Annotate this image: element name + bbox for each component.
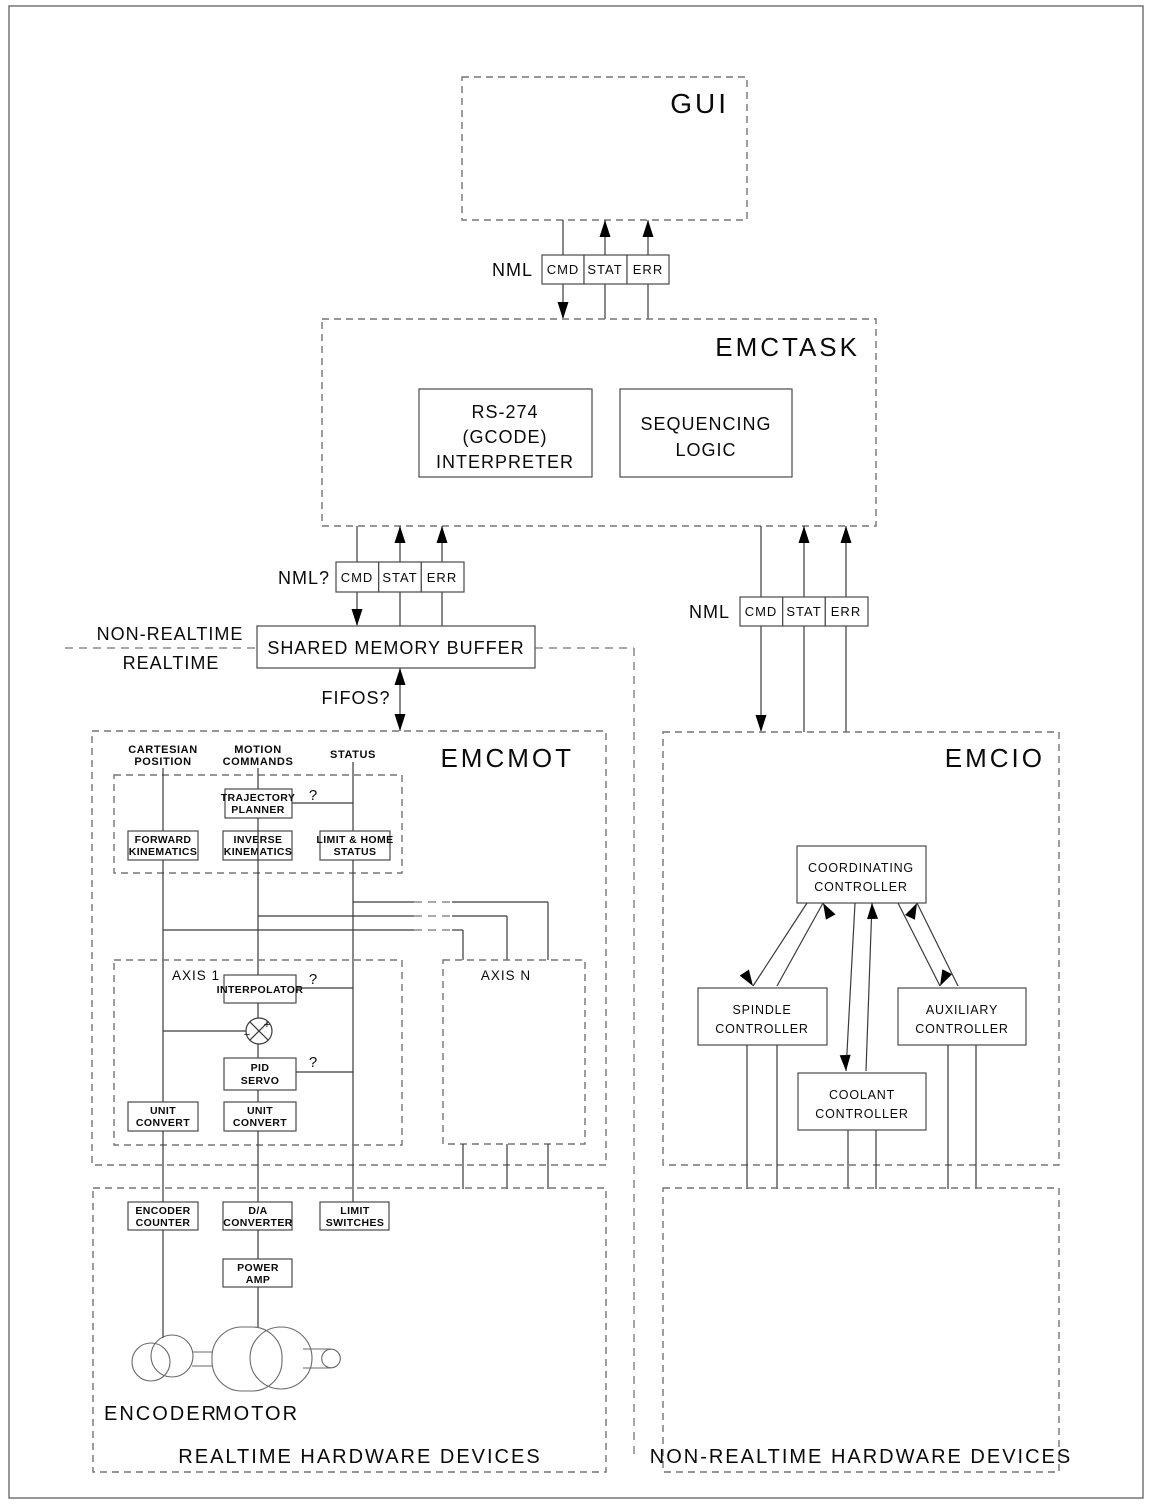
nml-left-err: ERR	[426, 570, 458, 585]
unit-convert-line1: UNIT	[246, 1105, 274, 1117]
realtime-hardware-caption: REALTIME HARDWARE DEVICES	[178, 1446, 542, 1468]
gcode-interpreter-line2: (GCODE)	[462, 427, 548, 447]
inverse-kinematics-line2: KINEMATICS	[223, 846, 293, 858]
auxiliary-controller-line2: CONTROLLER	[915, 1022, 1009, 1036]
nml-top-err: ERR	[632, 262, 664, 277]
gui-title: GUI	[670, 88, 729, 119]
shared-memory-buffer-label: SHARED MEMORY BUFFER	[267, 638, 525, 658]
fifos-label: FIFOS?	[321, 688, 391, 708]
question-mark: ?	[308, 1054, 318, 1071]
auxiliary-controller-line1: AUXILIARY	[925, 1003, 999, 1017]
summing-minus: −	[243, 1029, 251, 1041]
pid-servo-line2: SERVO	[240, 1075, 280, 1087]
emcmot-box	[92, 731, 606, 1165]
motion-commands-line2: COMMANDS	[222, 756, 294, 768]
limit-home-line2: STATUS	[333, 846, 377, 858]
unit-convert-line2: CONVERT	[135, 1117, 191, 1129]
motion-commands-line1: MOTION	[234, 744, 282, 756]
nml-left-stat: STAT	[382, 570, 418, 585]
unit-convert-line1: UNIT	[149, 1105, 177, 1117]
sequencing-logic-line2: LOGIC	[675, 440, 737, 460]
spindle-controller-line2: CONTROLLER	[715, 1022, 809, 1036]
emcmot-title: EMCMOT	[440, 743, 574, 773]
nml-right-cmd: CMD	[744, 604, 778, 619]
encoder-counter-line1: ENCODER	[135, 1205, 191, 1217]
arrowhead-down	[558, 302, 569, 319]
power-amp-line1: POWER	[237, 1262, 279, 1274]
non-realtime-hardware-box	[663, 1188, 1059, 1472]
realtime-label: REALTIME	[122, 653, 220, 673]
non-realtime-hardware-caption: NON-REALTIME HARDWARE DEVICES	[649, 1446, 1073, 1468]
motor-shaft-end	[322, 1349, 341, 1368]
non-realtime-label: NON-REALTIME	[96, 624, 244, 644]
connector-line	[917, 903, 958, 986]
connector-line	[866, 903, 872, 1071]
nml-right-stat: STAT	[786, 604, 822, 619]
power-amp-line2: AMP	[245, 1274, 271, 1286]
encoder-drawing	[132, 1335, 213, 1381]
question-mark: ?	[308, 787, 318, 804]
da-converter-line2: CONVERTER	[223, 1217, 293, 1229]
sequencing-logic-line1: SEQUENCING	[640, 414, 772, 434]
trajectory-planner-line1: TRAJECTORY	[220, 792, 296, 804]
emcio-title: EMCIO	[944, 743, 1045, 773]
arrowhead-up	[395, 668, 406, 685]
summing-plus: +	[263, 1019, 271, 1031]
arrowhead-up	[841, 526, 852, 543]
limit-home-line1: LIMIT & HOME	[316, 834, 394, 846]
motor-label: MOTOR	[214, 1403, 300, 1425]
axis1-label: AXIS 1	[171, 968, 221, 983]
nml-top-stat: STAT	[587, 262, 623, 277]
arrowhead-down	[935, 969, 952, 988]
arrowhead-up	[799, 526, 810, 543]
encoder-counter-line2: COUNTER	[135, 1217, 191, 1229]
arrowhead-down	[740, 970, 758, 989]
gcode-interpreter-line3: INTERPRETER	[435, 452, 575, 472]
limit-switches-line1: LIMIT	[340, 1205, 370, 1217]
forward-kinematics-line1: FORWARD	[134, 834, 192, 846]
motor-face	[250, 1327, 312, 1389]
arrowhead-up	[867, 903, 879, 919]
nml-right-err: ERR	[830, 604, 862, 619]
connector-line	[777, 903, 823, 986]
connector-line	[898, 903, 940, 986]
coolant-controller-line2: CONTROLLER	[815, 1107, 909, 1121]
arrowhead-up	[600, 220, 611, 237]
forward-kinematics-line2: KINEMATICS	[128, 846, 198, 858]
connector-line	[846, 903, 855, 1071]
gcode-interpreter-line1: RS-274	[471, 402, 539, 422]
limit-switches-line2: SWITCHES	[325, 1217, 385, 1229]
nml-left-label: NML?	[277, 568, 330, 588]
coolant-controller-line1: COOLANT	[828, 1088, 896, 1102]
interpolator-label: INTERPOLATOR	[216, 984, 304, 996]
encoder-label: ENCODER	[103, 1403, 219, 1425]
arrowhead-up	[643, 220, 654, 237]
trajectory-planner-line2: PLANNER	[231, 804, 285, 816]
coordinating-controller-line1: COORDINATING	[808, 861, 914, 875]
nml-top-cmd: CMD	[546, 262, 580, 277]
arrowhead-down	[395, 714, 406, 731]
nml-top-label: NML	[491, 260, 533, 280]
inverse-kinematics-line1: INVERSE	[233, 834, 283, 846]
nml-left-cmd: CMD	[340, 570, 374, 585]
arrowhead-up	[395, 526, 406, 543]
arrowhead-down	[840, 1055, 852, 1072]
coordinating-controller-line2: CONTROLLER	[814, 880, 908, 894]
emctask-title: EMCTASK	[715, 332, 860, 362]
cartesian-position-line2: POSITION	[134, 756, 192, 768]
axisn-box	[443, 960, 585, 1144]
unit-convert-line2: CONVERT	[232, 1117, 288, 1129]
spindle-controller-line1: SPINDLE	[732, 1003, 792, 1017]
motor-body	[212, 1327, 282, 1391]
arrowhead-up	[437, 526, 448, 543]
status-column-label: STATUS	[330, 749, 376, 761]
arrowhead-down	[756, 715, 767, 732]
question-mark: ?	[308, 971, 318, 988]
arrowhead-down	[352, 609, 363, 626]
axisn-label: AXIS N	[480, 968, 532, 983]
cartesian-position-line1: CARTESIAN	[128, 744, 198, 756]
da-converter-line1: D/A	[248, 1205, 268, 1217]
motor-drawing	[212, 1327, 340, 1391]
nml-right-label: NML	[688, 602, 730, 622]
encoder-face	[151, 1335, 193, 1377]
connector-line	[753, 903, 807, 986]
pid-servo-line1: PID	[250, 1062, 270, 1074]
